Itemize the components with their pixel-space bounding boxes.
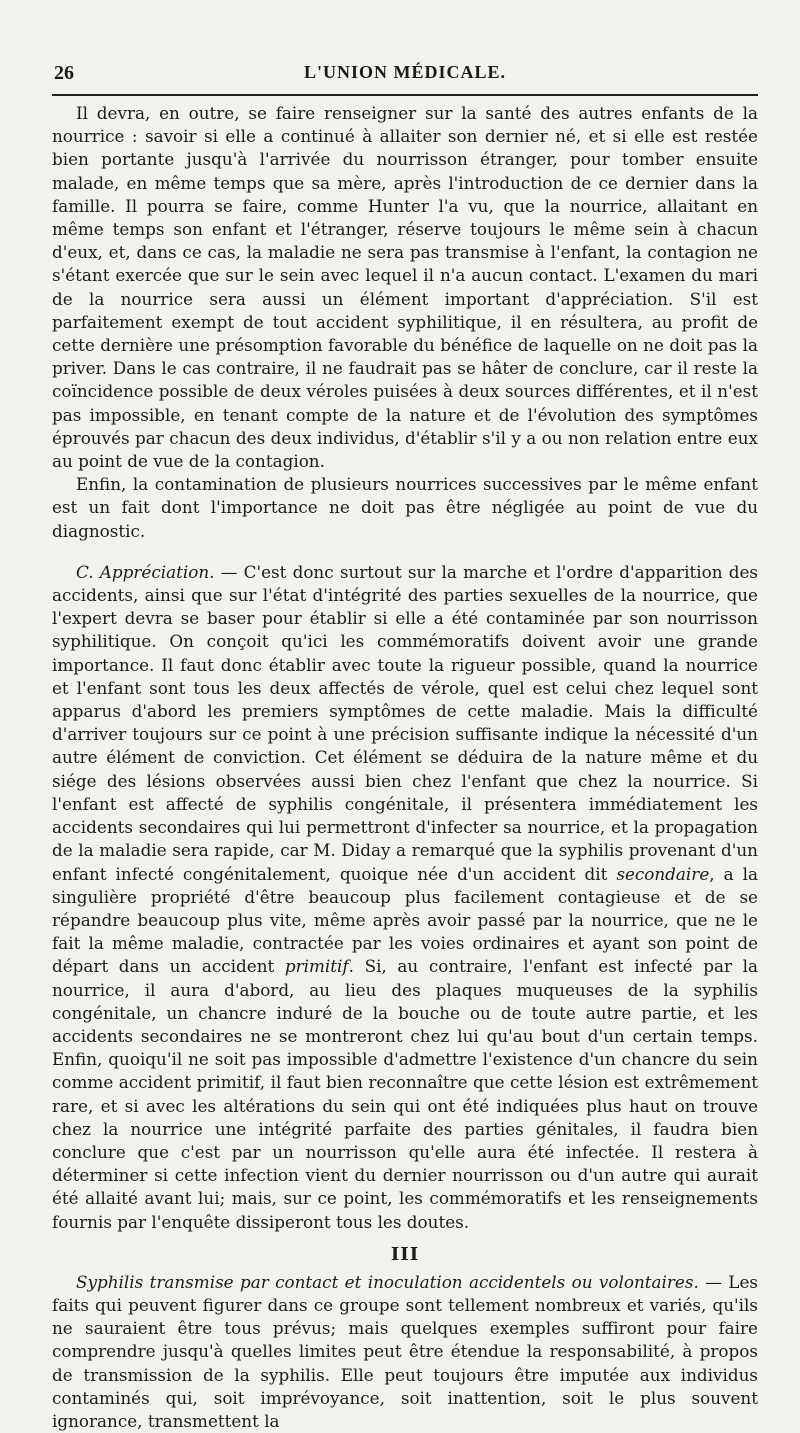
paragraph-appreciation (52, 561, 758, 1234)
appreciation-text-2: , a la singulière propriété d'être beaucoup plus facilement contagieuse et de se répandre beaucoup plus vite, même après avoir passé par la nourrice, que ne le fait la même maladie, contractée par les voies ordinaires et ayant son point de départ dans un accident (52, 863, 758, 977)
header-rule (52, 94, 758, 96)
appreciation-em-primitif: primitif (284, 956, 349, 977)
syphilis-contact-label: Syphilis transmise par contact et inoculation accidentels ou volontaires. (76, 1271, 699, 1292)
spacer (52, 543, 758, 561)
running-title: L'UNION MÉDICALE. (303, 62, 507, 82)
appreciation-text-3: . Si, au contraire, l'enfant est infecté par la nourrice, il aura d'abord, au lieu des plaques muqueuses de la syphilis congénitale, un chancre induré de la bouche ou de toute autre partie, et les accidents secondaires ne se montreront chez lui qu'au bout d'un certain temps. Enfin, quoiqu'il ne soit pas impossible d'admettre l'existence d'un chancre du sein comme accident primitif, il faut bien reconnaître que cette lésion est extrêmement rare, et si avec les altérations du sein qui ont été indiquées plus haut on trouve chez la nourrice une intégrité parfaite des parties génitales, il faudra bien conclure que c'est par un nourrisson qu'elle aura été infectée. Il restera à déterminer si cette infection vient du dernier nourrisson ou d'un autre qui aurait été allaité avant lui; mais, sur ce point, les commémoratifs et les renseignements fournis par l'enquête dissiperont tous les doutes. (52, 956, 758, 1232)
appreciation-label: C. Appréciation. (76, 561, 215, 582)
appreciation-em-secondaire: secondaire (616, 863, 710, 884)
paragraph-syphilis-contact (52, 1271, 758, 1433)
appreciation-text-1: — C'est donc surtout sur la marche et l'ordre d'apparition des accidents, ainsi que sur l'état d'intégrité des parties sexuelles de la nourrice, que l'expert devra se baser pour établir si elle a été contaminée par son nourrisson syphilitique. On conçoit qu'ici les commémoratifs doivent avoir une grande importance. Il faut donc établir avec toute la rigueur possible, quand la nourrice et l'enfant sont tous les deux affectés de vérole, quel est celui chez lequel sont apparus d'abord les premiers symptômes de cette maladie. Mais la difficulté d'arriver toujours sur ce point à une précision suffisante indique la nécessité d'un autre élément de conviction. Cet élément se déduira de la nature même et du siége des lésions observées aussi bien chez l'enfant que chez la nourrice. Si l'enfant est affecté de syphilis congénitale, il présentera immédiatement les accidents secondaires qui lui permettront d'infecter sa nourrice, et la propagation de la maladie sera rapide, car M. Diday a remarqué que la syphilis provenant d'un enfant infecté congénitalement, quoique née d'un accident dit (52, 561, 758, 884)
paragraph-nurse-inquiry: Il devra, en outre, se faire renseigner sur la santé des autres enfants de la nourrice : savoir si elle a continué à allaiter son dernier né, et si elle est restée bien portante jusqu'à l'arrivée du nourrisson étranger, pour tomber ensuite malade, en même temps que sa mère, après l'introduction de ce dernier dans la famille. Il pourra se faire, comme Hunter l'a vu, que la nourrice, allaitant en même temps son enfant et l'étranger, réserve toujours le même sein à chacun d'eux, et, dans ce cas, la maladie ne sera pas transmise à l'enfant, la contagion ne s'étant exercée que sur le sein avec lequel il n'a aucun contact. L'examen du mari de la nourrice sera aussi un élément important d'appréciation. S'il est parfaitement exempt de tout accident syphilitique, il en résultera, au profit de cette dernière une présomption favorable du bénéfice de laquelle on ne doit pas la priver. Dans le cas contraire, il ne faudrait pas se hâter de conclure, car il reste la coïncidence possible de deux véroles puisées à deux sources différentes, et il n'est pas impossible, en tenant compte de la nature et de l'évolution des symptômes éprouvés par chacun des deux individus, d'établir s'il y a ou non relation entre eux au point de vue de la contagion. (52, 103, 758, 472)
page (52, 58, 758, 1433)
page-number: 26 (54, 62, 74, 84)
section-heading-iii: III (390, 1243, 420, 1265)
syphilis-contact-text: — Les faits qui peuvent figurer dans ce groupe sont tellement nombreux et variés, qu'ils ne sauraient être tous prévus; mais quelques exemples suffiront pour faire comprendre jusqu'à quelles limites peut être étendue la responsabilité, à propos de transmission de la syphilis. Elle peut toujours être imputée aux individus contaminés qui, soit imprévoyance, soit inattention, soit le plus souvent ignorance, transmettent la (52, 1271, 758, 1431)
paragraph-multiple-nurses: Enfin, la contamination de plusieurs nourrices successives par le même enfant est un fait dont l'importance ne doit pas être négligée au point de vue du diagnostic. (52, 474, 758, 541)
page-header (52, 58, 758, 88)
